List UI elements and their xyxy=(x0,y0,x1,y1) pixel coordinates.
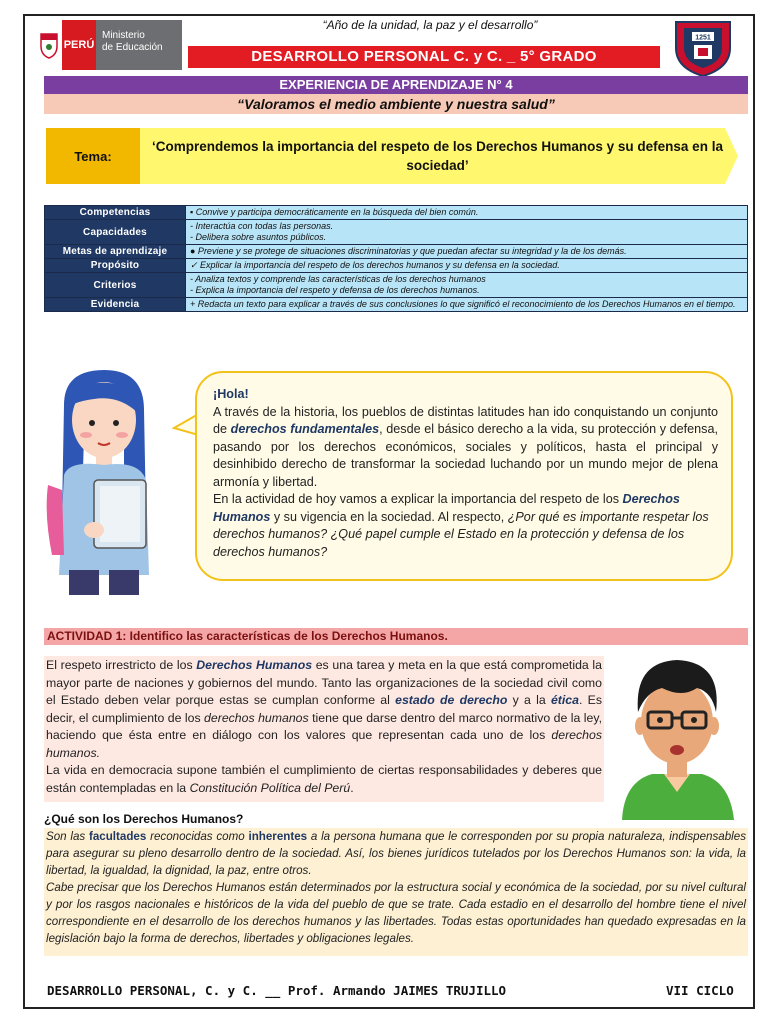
row-key: Capacidades xyxy=(45,220,186,245)
activity-title: ACTIVIDAD 1: Identifico las características de los Derechos Humanos. xyxy=(44,628,748,645)
footer-cycle: VII CICLO xyxy=(666,983,734,998)
greeting: ¡Hola! xyxy=(213,387,249,401)
row-key: Metas de aprendizaje xyxy=(45,245,186,259)
boy-illustration xyxy=(612,652,742,820)
row-value-line: - Delibera sobre asuntos públicos. xyxy=(190,232,327,242)
row-value-line: ✓ Explicar la importancia del respeto de los derechos humanos y su defensa en la sociedad. xyxy=(190,260,560,270)
row-value-line: - Interactúa con todas las personas. xyxy=(190,221,334,231)
ministry-name xyxy=(96,20,182,70)
peru-label: PERÚ xyxy=(62,20,96,70)
ministry-line-1: Ministerio xyxy=(102,30,145,41)
experience-title: “Valoramos el medio ambiente y nuestra salud” xyxy=(44,94,748,114)
school-badge-icon xyxy=(670,18,736,78)
badge-number: 1251 xyxy=(695,34,711,42)
tema-label: Tema: xyxy=(46,128,140,184)
row-key: Competencias xyxy=(45,206,186,220)
row-value-line: + Redacta un texto para explicar a través de sus conclusiones lo que significó el reconocimiento de los Derechos Humanos en el tiempo. xyxy=(190,299,736,309)
row-value xyxy=(186,206,748,220)
activity-paragraph xyxy=(44,656,604,802)
ministry-logo xyxy=(36,20,182,70)
tema-text: ‘Comprendemos la importancia del respeto de los Derechos Humanos y su defensa en la sociedad’ xyxy=(152,139,723,173)
definition-paragraph-2: Cabe precisar que los Derechos Humanos están determinados por la estructura social y económica de la sociedad, por su nivel cultural y por los rasgos nacionales e históricos de la vida del pueblo de que se trate. Cada estadio en el desarrollo del hombre tiene el nivel correspondiente en el desarrollo de los derechos humanos y las libertades. Todas estas oportunidades han quedado expresadas en la legislación bajo la forma de derechos, libertades y obligaciones legales. xyxy=(46,881,746,945)
definition-paragraph-1: Son las facultades reconocidas como inherentes a la persona humana que le corresponden por su propia naturaleza, indispensables para asegurar su pleno desarrollo dentro de la sociedad. Así, los bienes jurídicos tutelados por los Derechos Humanos son: la vida, la libertad, la igualdad, la dignidad, la paz, entre otros. xyxy=(46,830,746,877)
peru-shield-icon xyxy=(36,20,62,70)
table-row xyxy=(45,259,748,273)
experience-label: EXPERIENCIA DE APRENDIZAJE N° 4 xyxy=(44,76,748,94)
row-key: Criterios xyxy=(45,273,186,298)
row-value-line: - Explica la importancia del respeto y defensa de los derechos humanos. xyxy=(190,285,480,295)
table-row xyxy=(45,220,748,245)
girl-illustration xyxy=(34,365,174,595)
table-row xyxy=(45,298,748,312)
ministry-line-2: de Educación xyxy=(102,42,163,53)
activity-paragraph-1: El respeto irrestricto de los Derechos Humanos es una tarea y meta en la que está comprometida la mayor parte de naciones y gobiernos del mundo. Tanto las organizaciones de la sociedad civil como el Estado deben velar porque estas se cumplan conforme al estado de derecho y a la ética. Es decir, el cumplimiento de los derechos humanos tiene que darse dentro del marco normativo de la ley, haciendo que ésta entre en diálogo con los valores que representan cada uno de los derechos humanos. xyxy=(46,658,602,760)
course-title: DESARROLLO PERSONAL C. y C. _ 5° GRADO xyxy=(188,46,660,68)
row-key: Propósito xyxy=(45,259,186,273)
row-value-line: ▪ Convive y participa democráticamente en la búsqueda del bien común. xyxy=(190,207,479,217)
row-value-line: ● Previene y se protege de situaciones discriminatorias y que puedan afectar su integridad y la de los demás. xyxy=(190,246,627,256)
question-heading: ¿Qué son los Derechos Humanos? xyxy=(44,812,244,826)
table-row xyxy=(45,245,748,259)
bubble-paragraph-2: En la actividad de hoy vamos a explicar la importancia del respeto de los Derechos Humanos y su vigencia en la sociedad. Al respecto, ¿Por qué es importante respetar los derechos humanos? ¿Qué papel cumple el Estado en la protección y defensa de los derechos humanos? xyxy=(213,492,709,559)
definition-paragraph xyxy=(44,828,748,956)
bubble-text xyxy=(213,386,718,561)
row-value xyxy=(186,220,748,245)
row-value xyxy=(186,259,748,273)
year-motto: “Año de la unidad, la paz y el desarrollo” xyxy=(322,18,538,32)
row-value xyxy=(186,273,748,298)
table-row xyxy=(45,206,748,220)
row-value xyxy=(186,245,748,259)
row-value-line: - Analiza textos y comprende las características de los derechos humanos xyxy=(190,274,486,284)
activity-paragraph-2: La vida en democracia supone también el cumplimiento de ciertas responsabilidades y deberes que están contempladas en la Constitución Política del Perú. xyxy=(46,763,602,795)
footer-teacher: DESARROLLO PERSONAL, C. y C. __ Prof. Armando JAIMES TRUJILLO xyxy=(47,983,507,998)
competency-table xyxy=(44,205,748,312)
table-row xyxy=(45,273,748,298)
row-value xyxy=(186,298,748,312)
row-key: Evidencia xyxy=(45,298,186,312)
bubble-paragraph-1: A través de la historia, los pueblos de distintas latitudes han ido conquistando un conjunto de derechos fundamentales, desde el básico derecho a la vida, su protección y defensa, pasando por los derechos económicos, sociales y políticos, hasta el principal y desinhibido derecho de transformar la sociedad luchando por un mundo mejor de plena armonía y libertad. xyxy=(213,404,718,489)
